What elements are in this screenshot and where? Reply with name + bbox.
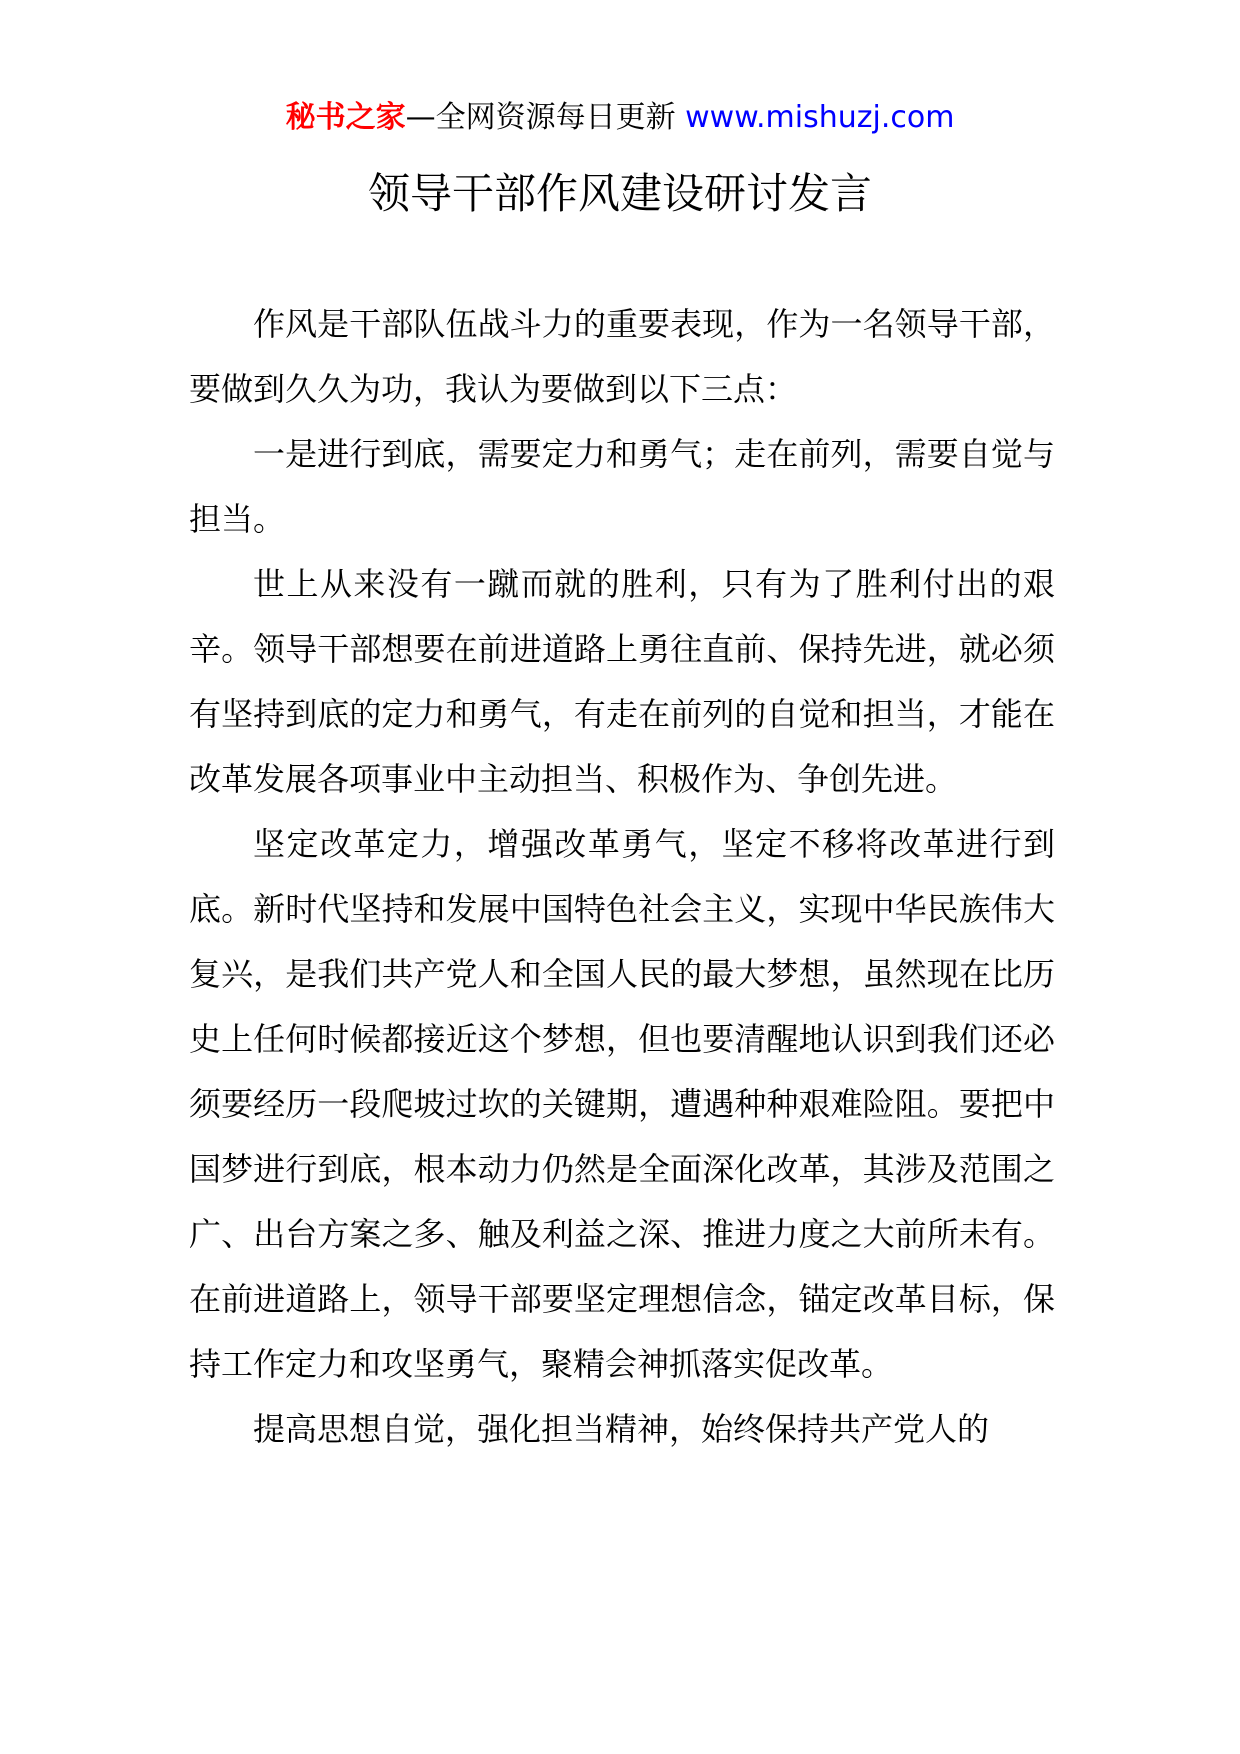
paragraph-awareness: 提高思想自觉，强化担当精神，始终保持共产党人的 <box>253 1410 990 1448</box>
document-body <box>189 292 1055 1462</box>
site-url-link[interactable]: www.mishuzj.com <box>685 100 955 135</box>
site-header <box>0 98 1240 138</box>
document-title: 领导干部作风建设研讨发言 <box>367 169 872 218</box>
paragraph-reform: 坚定改革定力，增强改革勇气，坚定不移将改革进行到底。新时代坚持和发展中国特色社会主义，实现中华民族伟大复兴，是我们共产党人和全国人民的最大梦想，虽然现在比历史上任何时候都接近这个梦想，但也要清醒地认识到我们还必须要经历一段爬坡过坎的关键期，遭遇种种艰难险阻。要把中国梦进行到底，根本动力仍然是全面深化改革，其涉及范围之广、出台方案之多、触及利益之深、推进力度之大前所未有。在前进道路上，领导干部要坚定理想信念，锚定改革目标，保持工作定力和攻坚勇气，聚精会神抓落实促改革。 <box>189 825 1055 1383</box>
site-brand: 秘书之家 <box>285 100 406 135</box>
paragraph-intro: 作风是干部队伍战斗力的重要表现，作为一名领导干部，要做到久久为功，我认为要做到以下三点： <box>189 305 1055 408</box>
paragraph-victory: 世上从来没有一蹴而就的胜利，只有为了胜利付出的艰辛。领导干部想要在前进道路上勇往直前、保持先进，就必须有坚持到底的定力和勇气，有走在前列的自觉和担当，才能在改革发展各项事业中主动担当、积极作为、争创先进。 <box>189 565 1055 798</box>
paragraph-point-one: 一是进行到底，需要定力和勇气；走在前列，需要自觉与担当。 <box>189 435 1055 538</box>
site-tagline: —全网资源每日更新 <box>405 100 686 135</box>
